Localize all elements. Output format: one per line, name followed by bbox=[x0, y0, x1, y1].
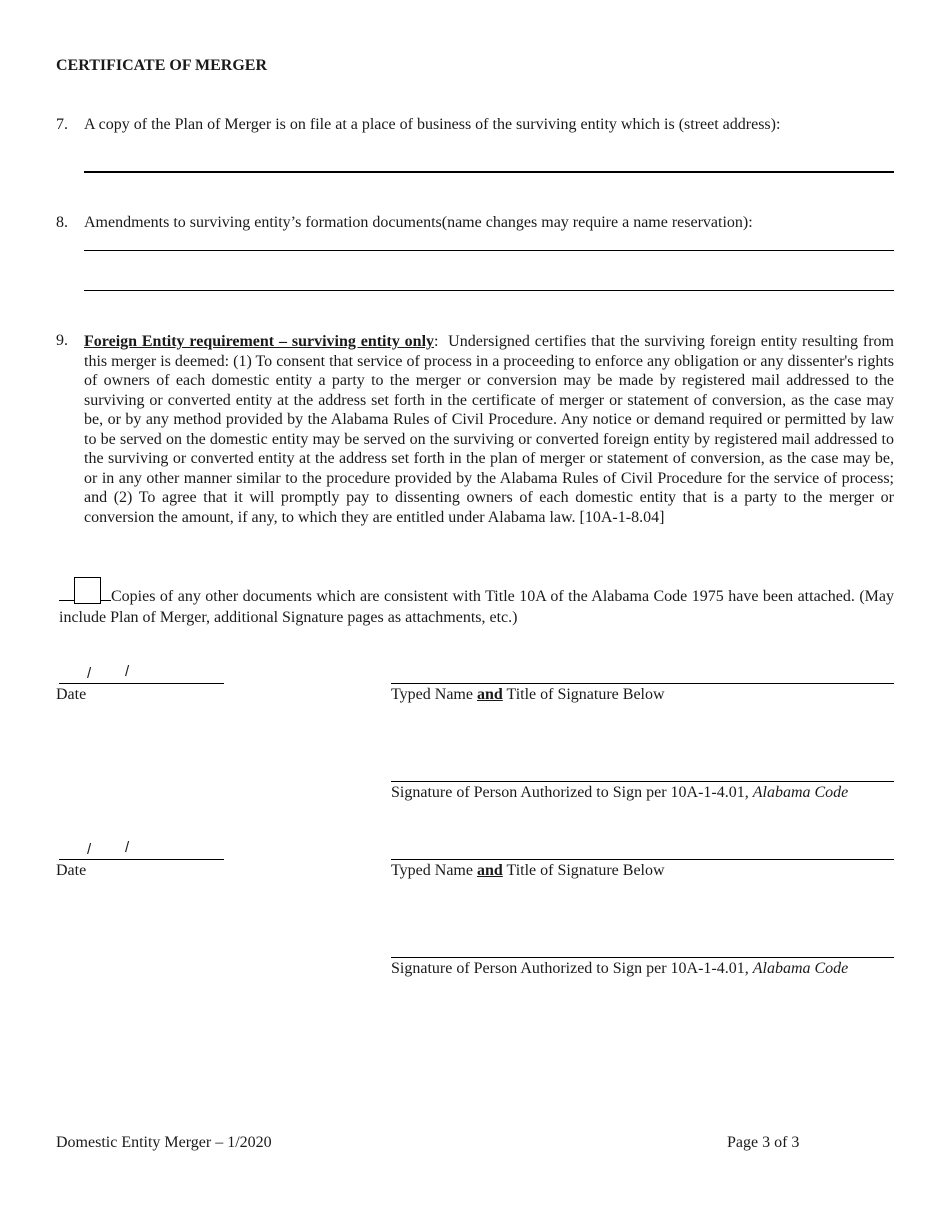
typed-name-line-1[interactable] bbox=[391, 683, 894, 684]
signature-line-1[interactable] bbox=[391, 781, 894, 782]
item-9-lead-punct: : bbox=[434, 333, 439, 350]
item-9-number: 9. bbox=[56, 332, 68, 349]
item-9-lead: Foreign Entity requirement – surviving entity only bbox=[84, 333, 435, 350]
date-slash-2a: / bbox=[87, 841, 92, 858]
date-slash-1b: / bbox=[125, 663, 130, 680]
date-line-2[interactable] bbox=[59, 859, 224, 860]
amendments-line-1[interactable] bbox=[84, 250, 894, 251]
typed-name-label-1: Typed Name and Title of Signature Below bbox=[391, 686, 665, 703]
attachments-checkbox[interactable] bbox=[74, 577, 101, 604]
typed-name-label-2: Typed Name and Title of Signature Below bbox=[391, 862, 665, 879]
signature-label-1: Signature of Person Authorized to Sign per 10A-1-4.01, Alabama Code bbox=[391, 784, 849, 801]
footer-page-number: Page 3 of 3 bbox=[727, 1134, 800, 1151]
item-7-number: 7. bbox=[56, 116, 68, 133]
attachments-text: Copies of any other documents which are consistent with Title 10A of the Alabama Code 1975 have been attached. (May include Plan of Merger, additional Signature pages as attachments, etc.) bbox=[59, 588, 894, 626]
item-7-text: A copy of the Plan of Merger is on file at a place of business of the surviving entity which is (street address): bbox=[84, 116, 781, 133]
item-9-paragraph bbox=[84, 332, 899, 527]
date-slash-2b: / bbox=[125, 839, 130, 856]
date-line-1[interactable] bbox=[59, 683, 224, 684]
page-title: CERTIFICATE OF MERGER bbox=[56, 57, 268, 74]
amendments-line-2[interactable] bbox=[84, 290, 894, 291]
attachments-paragraph bbox=[59, 586, 894, 628]
item-8-number: 8. bbox=[56, 214, 68, 231]
date-label-2: Date bbox=[56, 862, 87, 879]
typed-name-line-2[interactable] bbox=[391, 859, 894, 860]
date-slash-1a: / bbox=[87, 665, 92, 682]
signature-label-2: Signature of Person Authorized to Sign per 10A-1-4.01, Alabama Code bbox=[391, 960, 849, 977]
item-9-body: Undersigned certifies that the surviving foreign entity resulting from this merger is deemed: (1) To consent that service of process in a proceeding to enforce any obligation or any dissenter's rights of owners of each domestic entity a party to the merger or conversion may be made by registered mail addressed to the surviving or converted entity at the address set forth in the certificate of merger or statement of conversion, as the case may be, or by any method provided by the Alabama Rules of Civil Procedure. Any notice or demand required or permitted by law to be served on the domestic entity may be served on the surviving or converted foreign entity by registered mail addressed to the surviving or converted entity at the address set forth in the plan of merger or statement of conversion, as the case may be, or in any other manner similar to the procedure provided by the Alabama Rules of Civil Procedure for the service of process; and (2) To agree that it will promptly pay to dissenting owners of each domestic entity that is a party to the merger or conversion the amount, if any, to which they are entitled under Alabama law. [10A-1-8.04] bbox=[84, 333, 899, 526]
footer-form-name: Domestic Entity Merger – 1/2020 bbox=[56, 1134, 272, 1151]
date-label-1: Date bbox=[56, 686, 87, 703]
signature-line-2[interactable] bbox=[391, 957, 894, 958]
street-address-line[interactable] bbox=[84, 171, 894, 173]
item-8-text: Amendments to surviving entity’s formation documents(name changes may require a name reservation): bbox=[84, 214, 753, 231]
